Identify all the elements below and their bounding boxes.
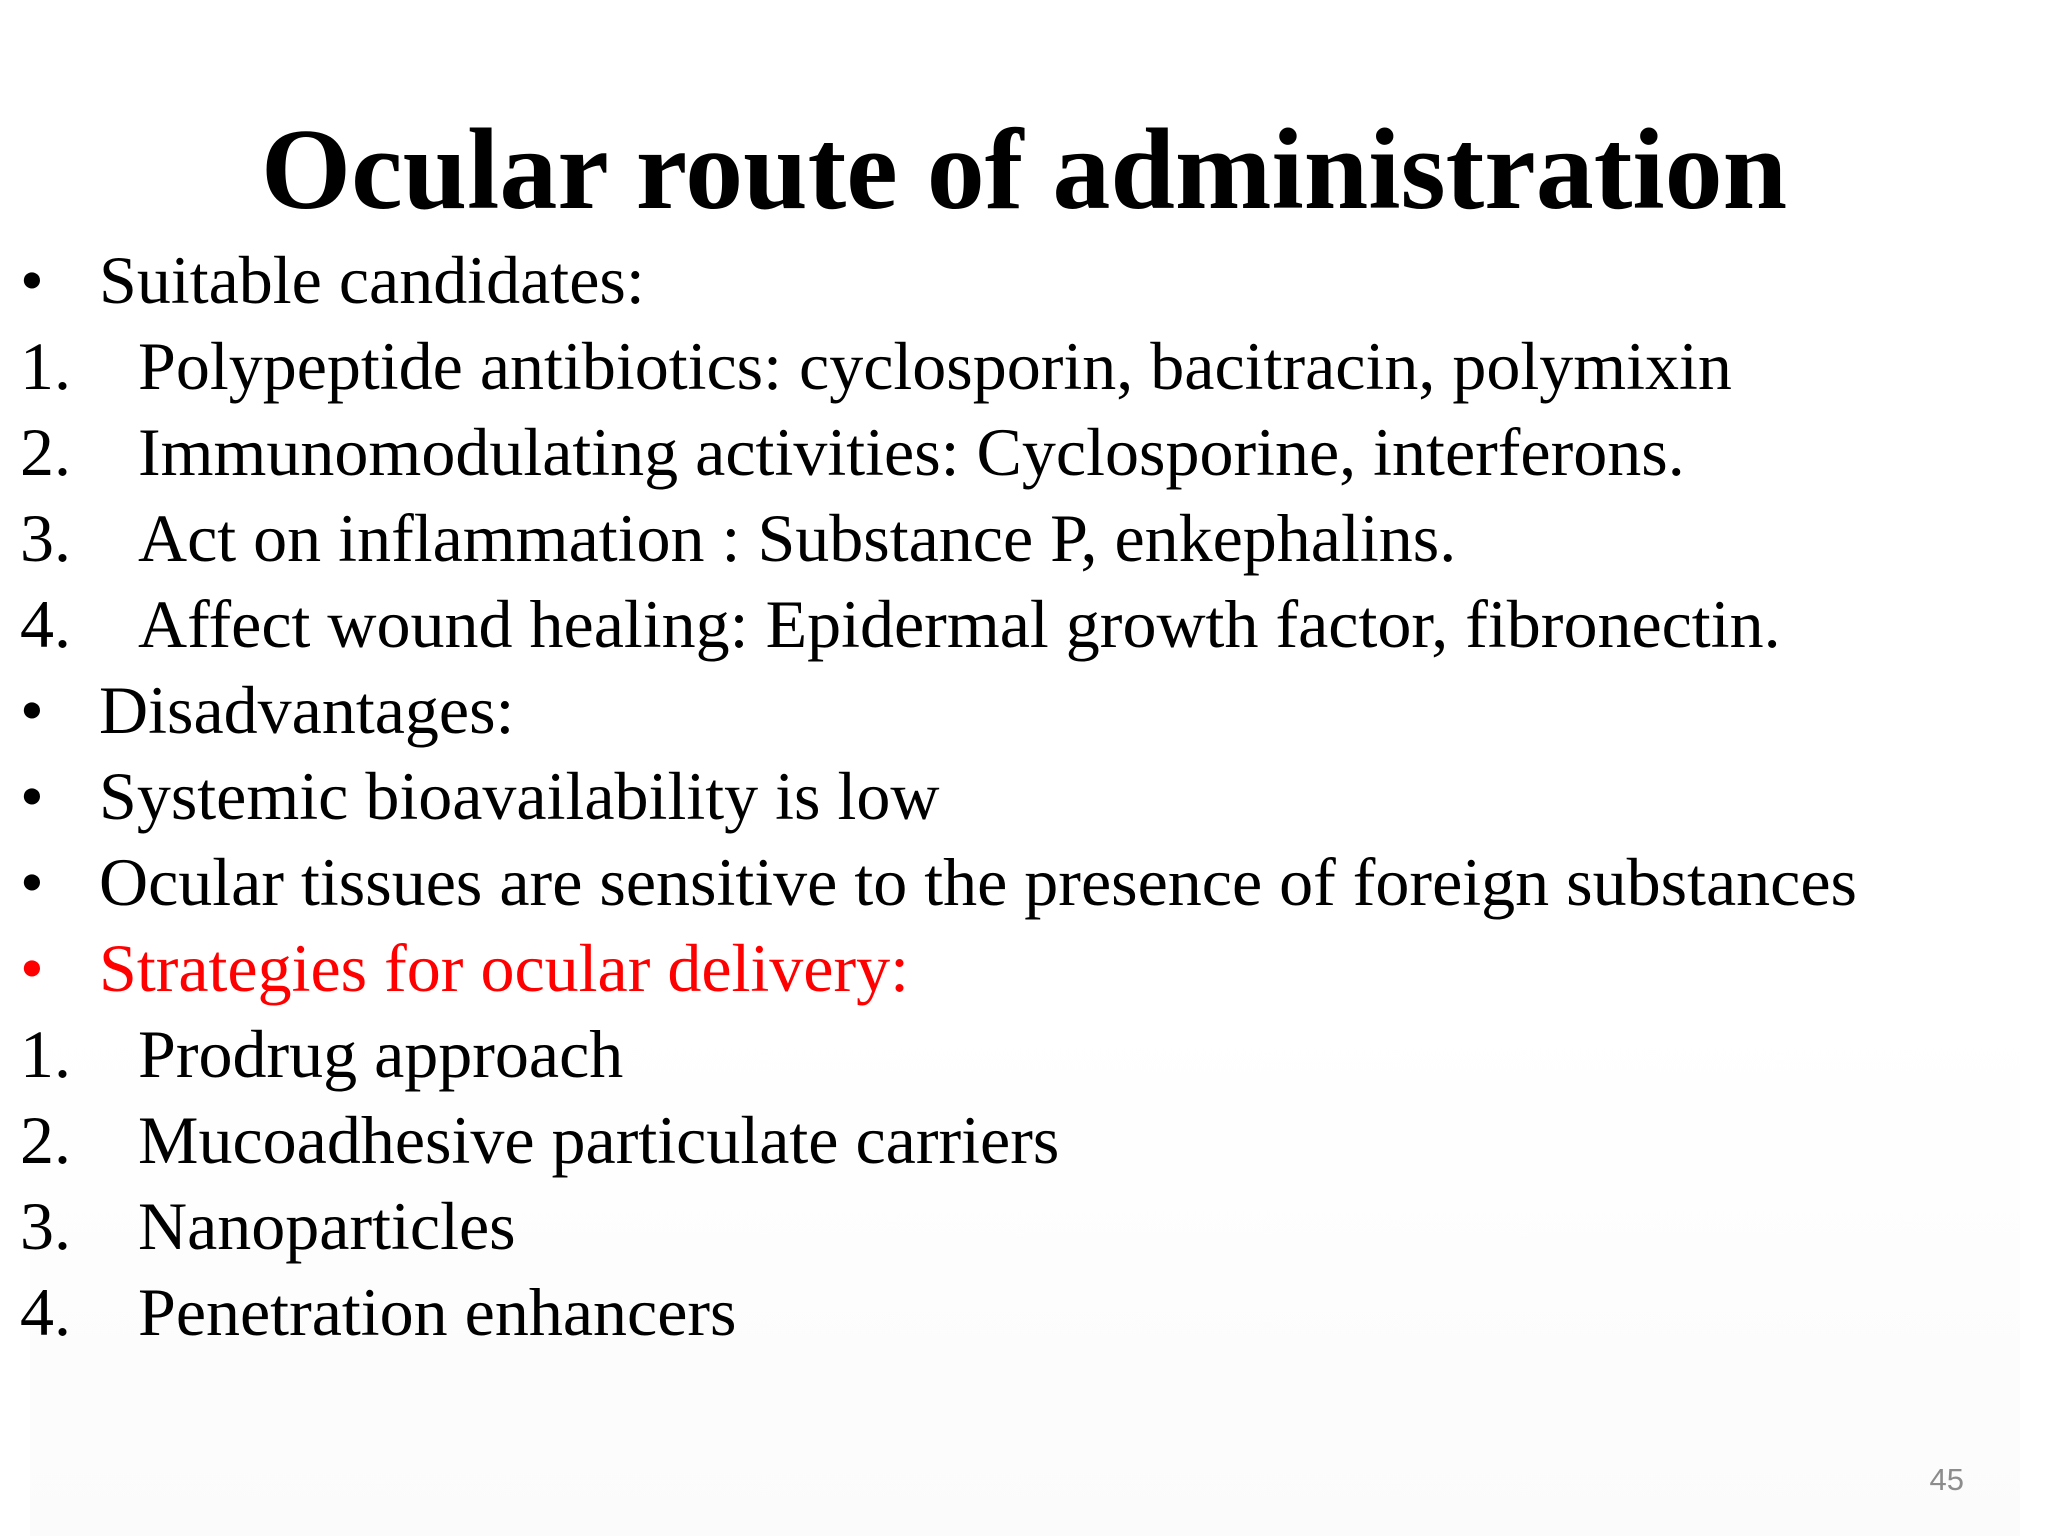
bullet-item-highlighted [0,925,2048,1011]
number-marker: 1. [20,1016,71,1092]
numbered-item [0,581,2048,667]
bullet-marker: • [20,930,44,1006]
numbered-text: Mucoadhesive particulate carriers [138,1102,1060,1178]
number-marker: 4. [20,586,71,662]
numbered-item [0,1183,2048,1269]
numbered-item [0,1269,2048,1355]
bullet-text: Disadvantages: [99,672,515,748]
numbered-item [0,323,2048,409]
bullet-marker: • [20,242,44,318]
bullet-item [0,237,2048,323]
numbered-text: Prodrug approach [138,1016,624,1092]
bullet-marker: • [20,844,44,920]
number-marker: 3. [20,1188,71,1264]
bullet-item [0,667,2048,753]
numbered-item [0,1011,2048,1097]
numbered-text: Affect wound healing: Epidermal growth factor, fibronectin. [138,586,1781,662]
slide-body [0,237,2048,1355]
bullet-item [0,753,2048,839]
bullet-text: Ocular tissues are sensitive to the presence of foreign substances [99,844,1857,920]
numbered-text: Penetration enhancers [138,1274,737,1350]
number-marker: 1. [20,328,71,404]
bullet-text: Systemic bioavailability is low [99,758,940,834]
numbered-text: Act on inflammation : Substance P, enkephalins. [138,500,1457,576]
slide-title: Ocular route of administration [260,106,1788,234]
number-marker: 3. [20,500,71,576]
numbered-item [0,495,2048,581]
number-marker: 4. [20,1274,71,1350]
bullet-text: Strategies for ocular delivery: [99,930,910,1006]
bullet-text: Suitable candidates: [99,242,645,318]
bullet-marker: • [20,758,44,834]
number-marker: 2. [20,1102,71,1178]
page-number: 45 [1929,1462,1964,1497]
numbered-item [0,1097,2048,1183]
number-marker: 2. [20,414,71,490]
numbered-text: Immunomodulating activities: Cyclosporine, interferons. [138,414,1685,490]
numbered-text: Polypeptide antibiotics: cyclosporin, bacitracin, polymixin [138,328,1732,404]
numbered-text: Nanoparticles [138,1188,516,1264]
numbered-item [0,409,2048,495]
bullet-item [0,839,2048,925]
bullet-marker: • [20,672,44,748]
